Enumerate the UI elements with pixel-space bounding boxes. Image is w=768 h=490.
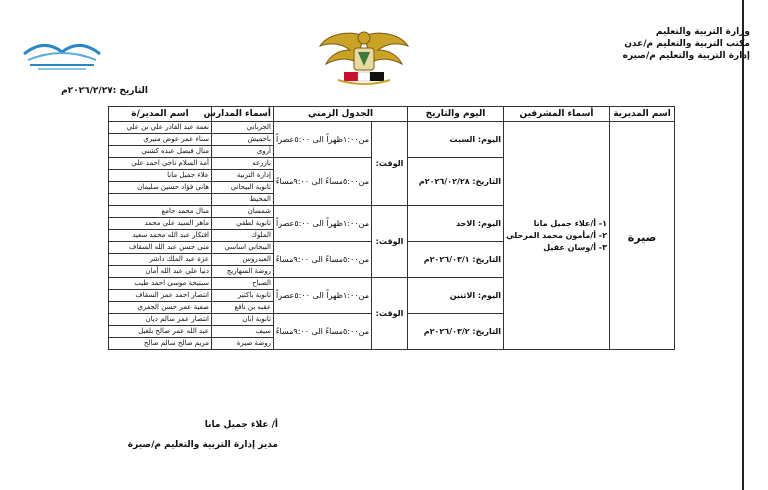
supervisors-cell: [504, 122, 610, 350]
header-schools: أسماء المدارس: [212, 107, 274, 122]
day-cell: اليوم: السبت: [408, 122, 504, 158]
supervisor-name: ٣- أ/وسان عقيل: [543, 242, 608, 252]
manager-name: منال محمد جامع: [109, 206, 212, 218]
manager-name: عبد الله عمر صالح بلغيل: [109, 326, 212, 338]
school-name: المحيط: [212, 194, 274, 206]
page-border-line: [742, 0, 744, 490]
manager-name: سناء عمر عوض منيري: [109, 134, 212, 146]
time-slot: من٥:٠٠مساءً الى ٩:٠٠مساءً: [274, 158, 372, 206]
header-directorate: اسم المديرية: [610, 107, 675, 122]
issue-date: التاريخ :٢٠٢٦/٢/٢٧م: [61, 86, 148, 96]
school-name: الملوك: [212, 230, 274, 242]
supervision-schedule-table: [108, 106, 675, 350]
header-day-date: اليوم والتاريخ: [408, 107, 504, 122]
school-name: ثانوية باكثير: [212, 290, 274, 302]
manager-name: منال فيصل عبده كشني: [109, 146, 212, 158]
date-cell: التاريخ: ٢٠٢٦/٠٣/٢م: [408, 314, 504, 350]
header-managers: اسم المدير/ة: [109, 107, 212, 122]
directorate-cell: [610, 122, 675, 350]
header-schedule: الجدول الزمني: [274, 107, 408, 122]
manager-name: منى حسن عبد الله السقاف: [109, 242, 212, 254]
signature-title: مدير إدارة التربية والتعليم م/صيرة: [127, 440, 278, 450]
ministry-line: وزارة التربية والتعليم: [655, 27, 750, 37]
time-slot: من٥:٠٠مساءً الى ٩:٠٠مساءً: [274, 242, 372, 278]
school-name: الصباح: [212, 278, 274, 290]
manager-name: أمة السلام ناجي احمد علي: [109, 158, 212, 170]
school-name: روضة السهاريج: [212, 266, 274, 278]
time-label: الوقت:: [372, 122, 408, 206]
signature-name: أ/ علاء جميل مانا: [204, 420, 278, 430]
school-name: أروى: [212, 146, 274, 158]
time-slot: من١:٠٠ظهراً الى ٥:٠٠عصراً: [274, 122, 372, 158]
day-cell: اليوم: الاحد: [408, 206, 504, 242]
school-name: ثانوية ابان: [212, 314, 274, 326]
school-name: باحميش: [212, 134, 274, 146]
ministry-logo-icon: [18, 34, 106, 74]
time-slot: من١:٠٠ظهراً الى ٥:٠٠عصراً: [274, 206, 372, 242]
manager-name: [109, 194, 212, 206]
date-cell: التاريخ: ٢٠٢٦/٠٣/١م: [408, 242, 504, 278]
manager-name: مريم صالح سالم صالح: [109, 338, 212, 350]
supervisor-name: ١- أ/علاء جميل مانا: [533, 218, 608, 228]
manager-name: نعمة عبد القادر علي بن علي: [109, 122, 212, 134]
manager-name: سبتيحة موسى احمد طيب: [109, 278, 212, 290]
manager-name: افتكار عبد الله محمد سعيد: [109, 230, 212, 242]
supervisor-name: ٢- أ/مأمون محمد المرحلي: [506, 230, 608, 240]
school-name: عقبه بن نافع: [212, 302, 274, 314]
time-slot: من٥:٠٠مساءً الى ٩:٠٠مساءً: [274, 314, 372, 350]
manager-name: انتصار احمد عمر السقاف: [109, 290, 212, 302]
school-name: البيحاني اساسي: [212, 242, 274, 254]
school-name: روضة صيرة: [212, 338, 274, 350]
school-name: سيف: [212, 326, 274, 338]
manager-name: هاني فؤاد حسين سليمان: [109, 182, 212, 194]
manager-name: عزة عبد الملك داشر: [109, 254, 212, 266]
manager-name: انتصار عمر سالم ديان: [109, 314, 212, 326]
national-emblem-icon: [318, 28, 410, 86]
school-name: إدارة التربية: [212, 170, 274, 182]
school-name: الجرباني: [212, 122, 274, 134]
school-name: شمسان: [212, 206, 274, 218]
school-name: العيدروس: [212, 254, 274, 266]
day-cell: اليوم: الاثنين: [408, 278, 504, 314]
directorate-name: صيرة: [627, 231, 657, 244]
time-slot: من١:٠٠ظهراً الى ٥:٠٠عصراً: [274, 278, 372, 314]
ministry-header: [550, 26, 750, 62]
ministry-line: إدارة التربية والتعليم م/صيره: [622, 51, 750, 61]
school-name: ثانوية البيحاني: [212, 182, 274, 194]
manager-name: صفية عمر حسن الجفري: [109, 302, 212, 314]
school-name: ثانوية لطفي: [212, 218, 274, 230]
time-label: الوقت:: [372, 206, 408, 278]
manager-name: علاء جميل مانا: [109, 170, 212, 182]
ministry-line: مكتب التربية والتعليم م/عدن: [624, 39, 750, 49]
time-label: الوقت:: [372, 278, 408, 350]
manager-name: ماهر السيد علي محمد: [109, 218, 212, 230]
date-cell: التاريخ: ٢٠٢٦/٠٢/٢٨م: [408, 158, 504, 206]
header-supervisors: أسماء المشرفين: [504, 107, 610, 122]
school-name: بازرعه: [212, 158, 274, 170]
manager-name: دنيا علي عبد الله أمان: [109, 266, 212, 278]
table-row: [109, 122, 675, 134]
